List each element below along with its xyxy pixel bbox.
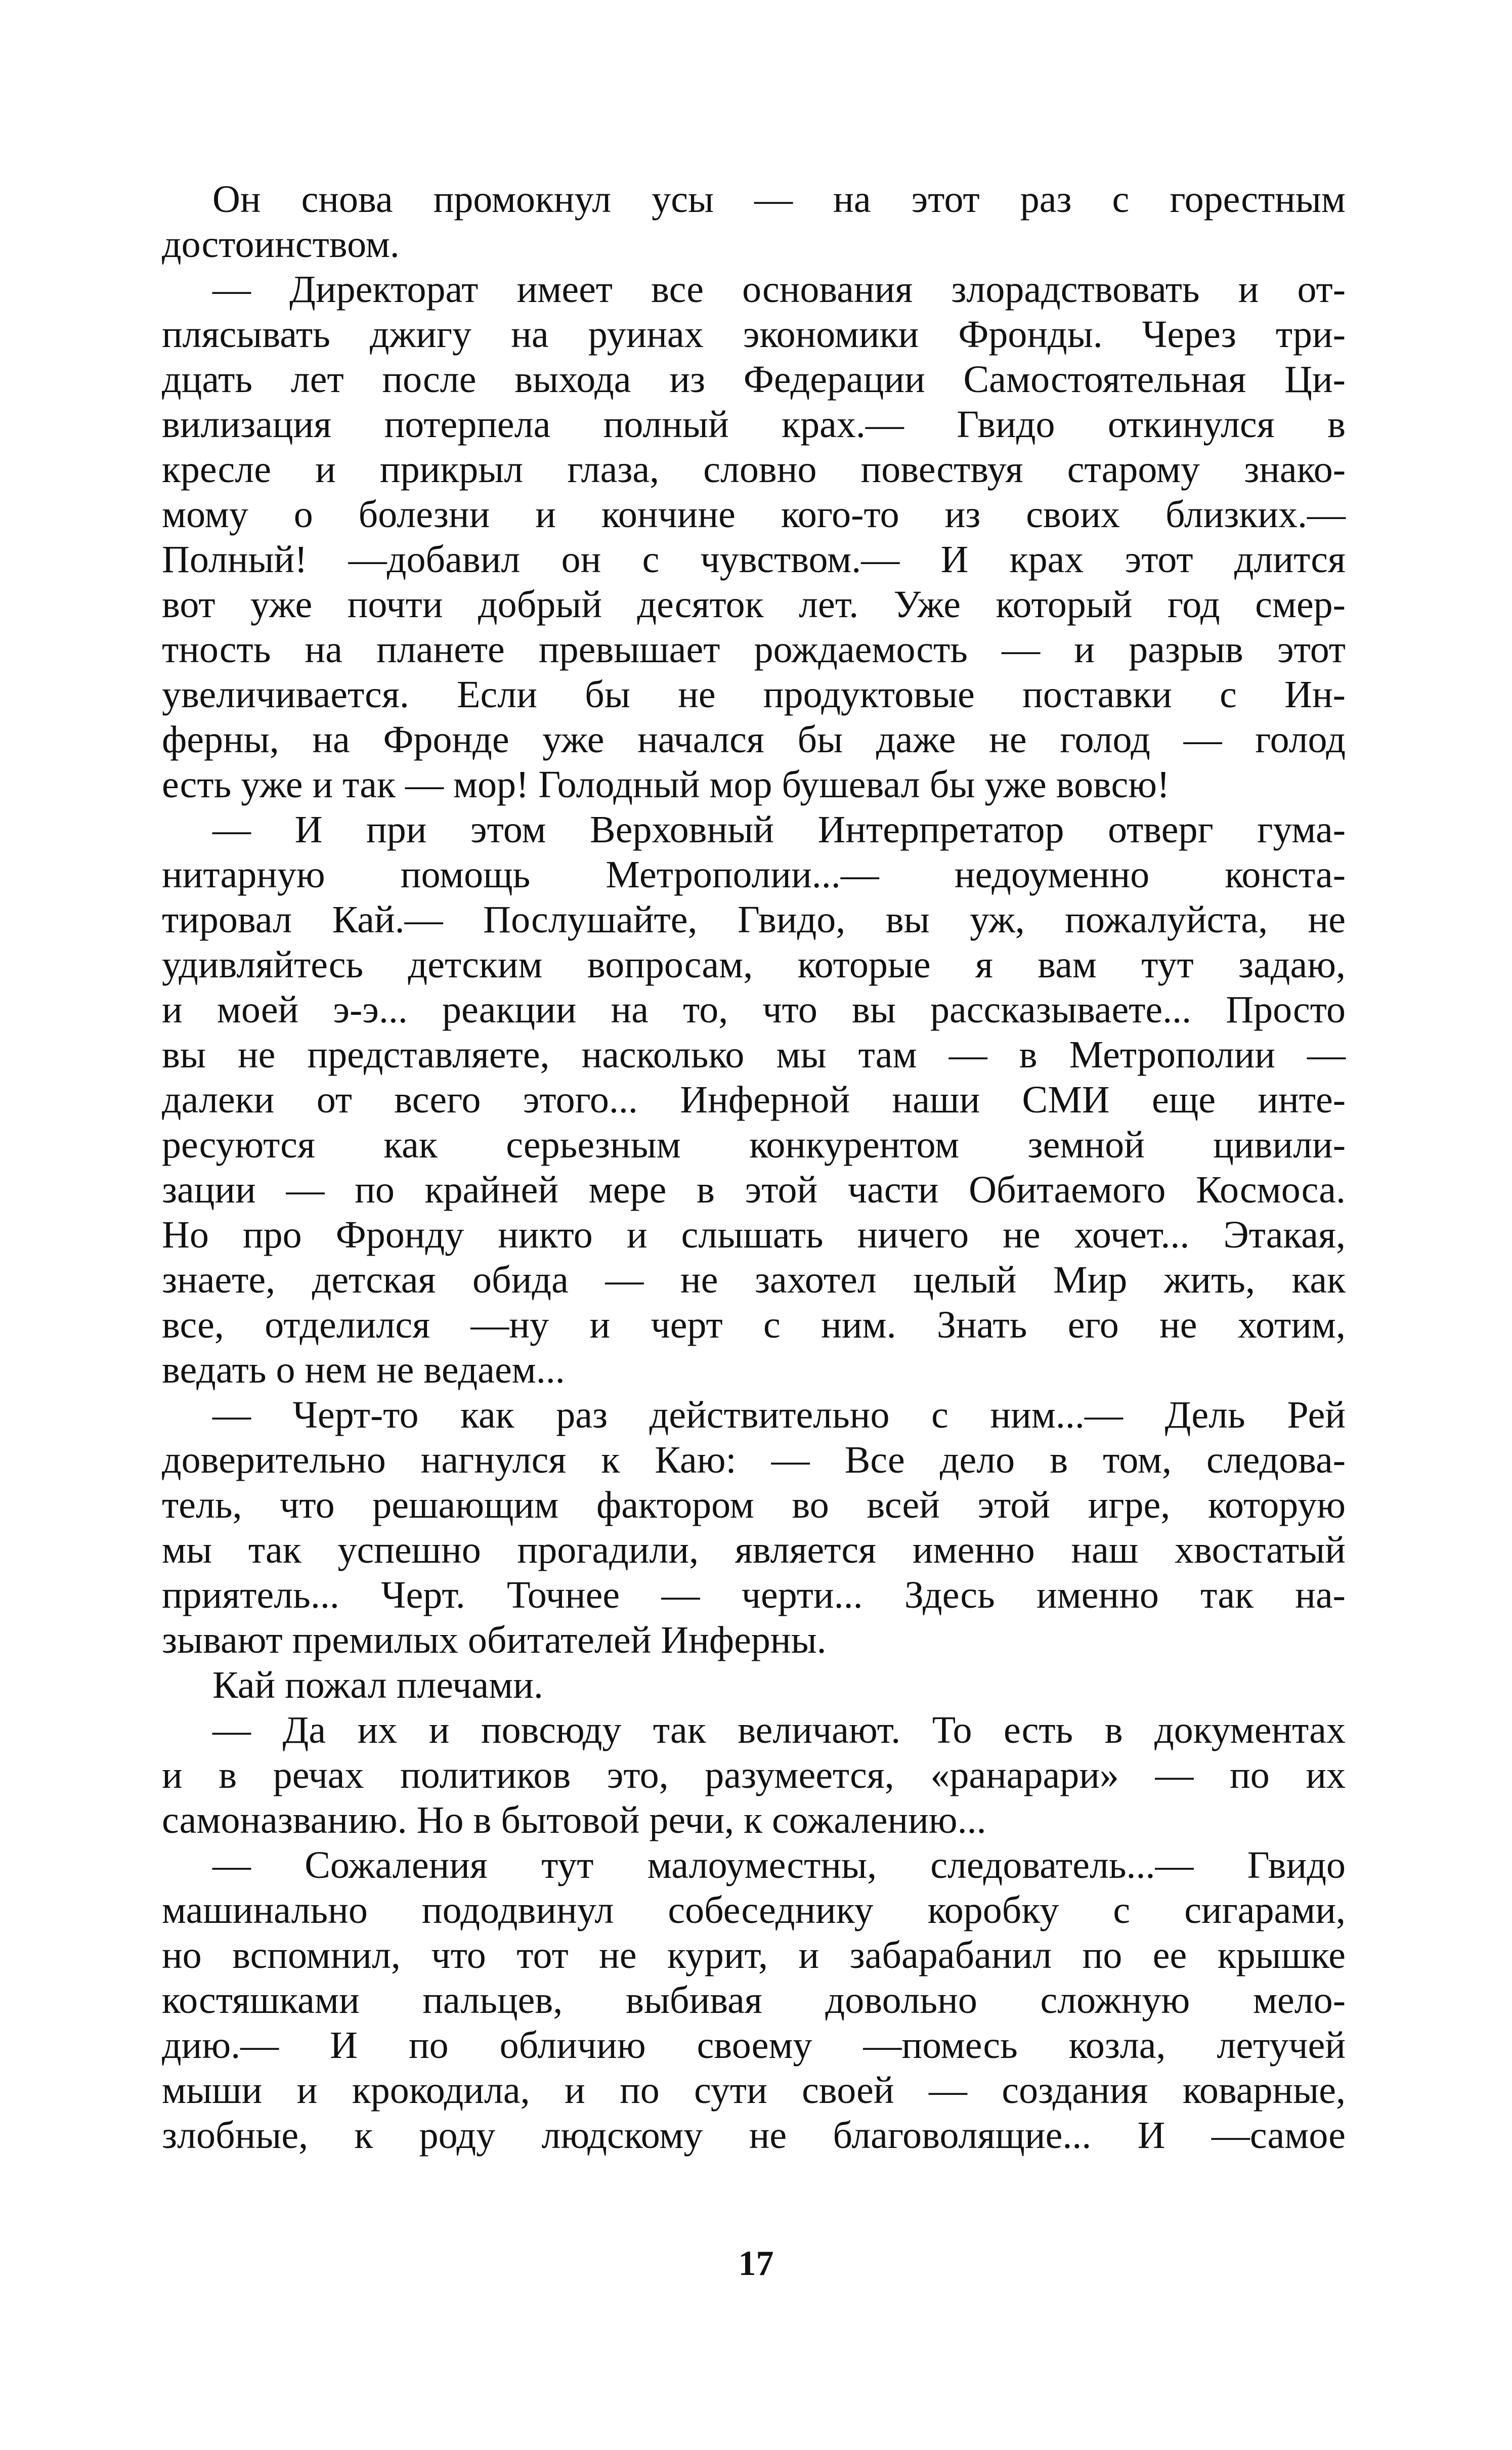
text-line: далеки от всего этого... Инферной наши СМИ еще инте- bbox=[162, 1079, 1346, 1121]
text-line: тность на планете превышает рождаемость — и разрыв этот bbox=[162, 628, 1346, 671]
text-line: — Директорат имеет все основания злорадствовать и от- bbox=[212, 268, 1346, 311]
text-line: мы так успешно прогадили, является именно наш хвостатый bbox=[162, 1529, 1346, 1571]
text-line: костяшками пальцев, выбивая довольно сложную мело- bbox=[162, 1979, 1346, 2022]
text-line: и в речах политиков это, разумеется, «ранарари» — по их bbox=[162, 1754, 1346, 1796]
text-line: ведать о нем не ведаем... bbox=[162, 1349, 565, 1391]
text-line: Полный! —добавил он с чувством.— И крах этот длится bbox=[162, 538, 1346, 581]
page-number: 17 bbox=[738, 2244, 774, 2283]
text-line: — Черт-то как раз действительно с ним...— Дель Рей bbox=[212, 1394, 1346, 1436]
text-line: знаете, детская обида — не захотел целый Мир жить, как bbox=[162, 1259, 1346, 1301]
text-line: злобные, к роду людскому не благоволящие... И —самое bbox=[162, 2114, 1346, 2157]
text-line: — И при этом Верховный Интерпретатор отверг гума- bbox=[212, 808, 1346, 851]
body-text bbox=[162, 177, 1346, 2158]
text-line: Но про Фронду никто и слышать ничего не хочет... Этакая, bbox=[162, 1214, 1346, 1256]
text-line: достоинством. bbox=[162, 223, 400, 266]
text-line: есть уже и так — мор! Голодный мор бушевал бы уже вовсю! bbox=[162, 763, 1170, 806]
text-line: тировал Кай.— Послушайте, Гвидо, вы уж, пожалуйста, не bbox=[162, 898, 1346, 941]
text-line: машинально пододвинул собеседнику коробку с сигарами, bbox=[162, 1889, 1346, 1931]
text-line: удивляйтесь детским вопросам, которые я вам тут задаю, bbox=[162, 943, 1346, 986]
text-line: — Сожаления тут малоуместны, следователь...— Гвидо bbox=[212, 1844, 1346, 1886]
text-line: — Да их и повсюду так величают. То есть в документах bbox=[212, 1709, 1346, 1751]
text-line: нитарную помощь Метрополии...— недоуменно конста- bbox=[162, 853, 1346, 896]
text-line: Он снова промокнул усы — на этот раз с горестным bbox=[212, 178, 1346, 221]
text-line: дию.— И по обличию своему —помесь козла, летучей bbox=[162, 2024, 1346, 2067]
text-line: ресуются как серьезным конкурентом земной цивили- bbox=[162, 1124, 1346, 1166]
text-line: зывают премилых обитателей Инферны. bbox=[162, 1619, 827, 1661]
text-line: зации — по крайней мере в этой части Обитаемого Космоса. bbox=[162, 1169, 1346, 1211]
text-line: приятель... Черт. Точнее — черти... Здесь именно так на- bbox=[162, 1574, 1346, 1616]
text-line: и моей э-э... реакции на то, что вы рассказываете... Просто bbox=[162, 988, 1346, 1031]
text-line: плясывать джигу на руинах экономики Фронды. Через три- bbox=[162, 313, 1346, 356]
text-line: Кай пожал плечами. bbox=[212, 1664, 543, 1706]
text-line: тель, что решающим фактором во всей этой игре, которую bbox=[162, 1484, 1346, 1526]
text-line: самоназванию. Но в бытовой речи, к сожалению... bbox=[162, 1799, 986, 1841]
text-line: все, отделился —ну и черт с ним. Знать его не хотим, bbox=[162, 1304, 1346, 1346]
text-line: вы не представляете, насколько мы там — в Метрополии — bbox=[162, 1034, 1346, 1076]
text-line: кресле и прикрыл глаза, словно повествуя старому знако- bbox=[162, 448, 1346, 491]
text-line: вот уже почти добрый десяток лет. Уже который год смер- bbox=[162, 583, 1346, 626]
text-line: мому о болезни и кончине кого-то из своих близких.— bbox=[162, 493, 1346, 536]
text-line: доверительно нагнулся к Каю: — Все дело в том, следова- bbox=[162, 1439, 1346, 1481]
text-line: дцать лет после выхода из Федерации Самостоятельная Ци- bbox=[162, 358, 1346, 401]
text-line: увеличивается. Если бы не продуктовые поставки с Ин- bbox=[162, 673, 1346, 716]
text-line: но вспомнил, что тот не курит, и забарабанил по ее крышке bbox=[162, 1934, 1346, 1976]
text-line: вилизация потерпела полный крах.— Гвидо откинулся в bbox=[162, 403, 1346, 446]
text-line: мыши и крокодила, и по сути своей — создания коварные, bbox=[162, 2069, 1346, 2112]
text-line: ферны, на Фронде уже начался бы даже не голод — голод bbox=[162, 718, 1346, 761]
